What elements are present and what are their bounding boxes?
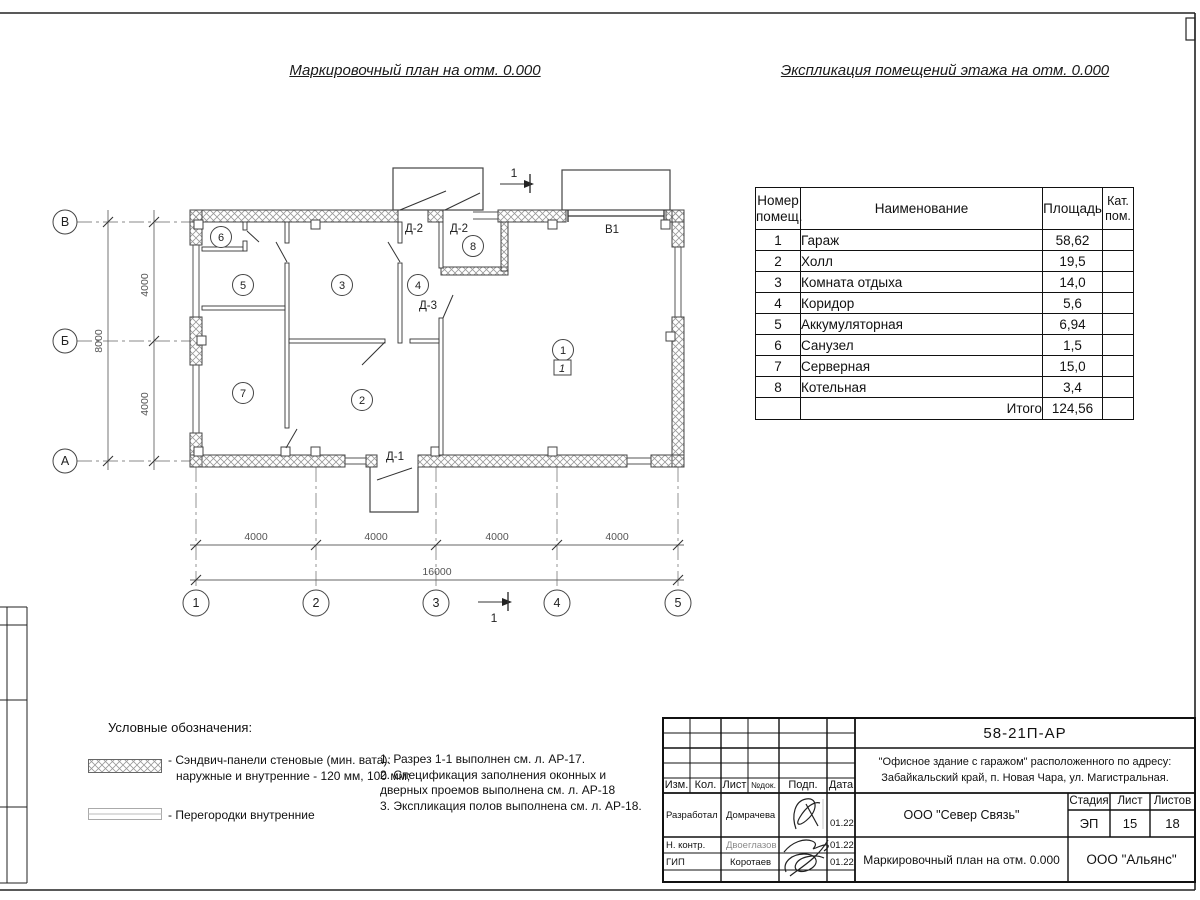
sheets-value: 18 [1165,816,1180,831]
room-cat [1103,356,1134,377]
project-address-line: Забайкальский край, п. Новая Чара, ул. Магистральная. [881,771,1169,784]
room-cat [1103,293,1134,314]
door-label: Д-2 [449,223,469,235]
col-axis-label: 3 [432,596,440,610]
svg-text:4000: 4000 [605,531,629,543]
room-cat [1103,272,1134,293]
explication-table [755,187,1134,420]
col-ndoc: №док. [751,779,776,790]
doc-number: 58-21П-АР [983,724,1067,742]
svg-text:6: 6 [217,232,225,244]
col-axis-label: 5 [674,596,682,610]
room-name: Котельная [801,377,1043,398]
col-izm: Изм. [664,779,689,792]
date-developer: 01.22 [830,818,854,829]
door-label: Д-3 [418,300,438,312]
name-ncontrol: Двоеглазов [726,840,777,851]
project-address-line: "Офисное здание с гаражом" расположенного по адресу: [878,756,1172,769]
room-cat [1103,230,1134,251]
table-row [756,377,1134,398]
room-cat [1103,314,1134,335]
garage-gate [568,210,664,222]
signature-gip [784,840,828,876]
svg-text:4: 4 [414,280,422,292]
room-area: 58,62 [1043,230,1103,251]
drawing-title: Маркировочный план на отм. 0.000 [863,852,1060,867]
role-ncontrol: Н. контр. [666,840,706,851]
svg-text:5: 5 [239,280,247,292]
svg-text:16000: 16000 [422,566,452,578]
sheets-label: Листов [1153,795,1192,808]
legend-heading: Условные обозначения: [108,720,253,735]
room-area: 6,94 [1043,314,1103,335]
side-stamp-strip [0,607,27,883]
room-number: 2 [756,251,801,272]
col-header-category: Кат. пом. [1103,188,1134,230]
row-axis-label: А [60,454,70,468]
table-row [756,251,1134,272]
col-header-area: Площадь [1043,188,1103,230]
legend-swatch-partition [88,806,162,822]
room-area: 1,5 [1043,335,1103,356]
col-header-name: Наименование [801,188,1043,230]
table-row [756,272,1134,293]
dimension-labels [93,273,629,578]
room-markers [211,227,574,411]
col-header-number: Номер помещ. [756,188,801,230]
legend-line: - Сэндвич-панели стеновые (мин. вата): [168,753,391,767]
room-number: 5 [756,314,801,335]
room-name: Холл [801,251,1043,272]
boiler-room-wall [441,267,508,275]
table-row [756,356,1134,377]
name-gip: Коротаев [730,857,772,868]
windows [193,212,681,464]
room-name: Санузел [801,335,1043,356]
col-kol: Кол. [694,779,717,792]
svg-text:2: 2 [358,395,366,407]
door-leaves [247,191,480,480]
table-row [756,293,1134,314]
row-axis-label: В [60,215,70,229]
room-area: 3,4 [1043,377,1103,398]
sheet-value: 15 [1122,816,1138,831]
room-name: Гараж [801,230,1043,251]
room-name: Коридор [801,293,1043,314]
dimension-lines [108,210,684,580]
room-number: 6 [756,335,801,356]
contractor-org: ООО "Альянс" [1086,852,1177,867]
section-mark-bottom [478,592,512,625]
room-number: 7 [756,356,801,377]
partitions [202,222,443,455]
table-row [756,230,1134,251]
boiler-room-wall [501,222,508,271]
svg-text:4000: 4000 [139,273,151,297]
room-numbers [218,232,566,407]
floor-plan [30,140,730,640]
name-developer: Домрачева [726,810,776,821]
table-row [756,335,1134,356]
total-value: 124,56 [1043,398,1103,420]
row-axis-label: Б [60,334,70,348]
role-gip: ГИП [666,857,685,868]
stage-label: Стадия [1069,795,1109,808]
room-number: 4 [756,293,801,314]
total-cat [1103,398,1134,420]
col-axis-label: 4 [553,596,561,610]
room-cat [1103,335,1134,356]
col-axis-label: 2 [312,596,320,610]
svg-text:8: 8 [469,241,477,253]
svg-text:3: 3 [338,280,346,292]
col-podp: Подп. [788,779,818,792]
outer-walls [190,210,684,467]
room-name: Комната отдыха [801,272,1043,293]
col-data: Дата [828,779,854,792]
drawing-notes [380,752,642,814]
note-item: 3. Экспликация полов выполнена см. л. АР-18. [380,798,642,813]
table-row [756,314,1134,335]
column-markers [194,220,675,456]
plan-title: Маркировочный план на отм. 0.000 [289,61,541,79]
corner-doc-box [1186,18,1195,40]
legend-item-partition-label: - Перегородки внутренние [168,808,315,822]
svg-text:7: 7 [239,388,247,400]
sheet-label: Лист [1117,795,1143,808]
note-item: 2. Спецификация заполнения оконных и дверных проемов выполнена см. л. АР-18 [380,767,616,798]
room-area: 5,6 [1043,293,1103,314]
section-mark-top [500,166,534,193]
date-ncontrol: 01.22 [830,840,854,851]
signature-developer [794,799,823,829]
svg-text:4000: 4000 [485,531,509,543]
room-cat [1103,251,1134,272]
room-area: 15,0 [1043,356,1103,377]
room-cat [1103,377,1134,398]
total-row [756,398,1134,420]
total-empty [756,398,801,420]
unit-number: 1 [558,363,566,375]
note-item: 1. Разрез 1-1 выполнен см. л. АР-17. [380,752,586,766]
col-list: Лист [722,779,747,792]
room-name: Серверная [801,356,1043,377]
role-developer: Разработал [666,810,718,821]
org-name: ООО "Север Связь" [903,808,1020,822]
svg-text:1: 1 [490,611,498,625]
door-label: Д-1 [385,451,405,463]
col-axis-label: 1 [192,596,200,610]
room-number: 1 [756,230,801,251]
legend-item-sandwich-label [168,753,410,784]
room-number: 8 [756,377,801,398]
gate-label: В1 [604,224,620,236]
explication-title: Экспликация помещений этажа на отм. 0.000 [780,61,1110,79]
legend-swatch-sandwich-panel [88,758,162,774]
project-address [858,748,1192,793]
svg-text:8000: 8000 [93,329,105,353]
room-area: 19,5 [1043,251,1103,272]
door-label: Д-2 [404,223,424,235]
stage-value: ЭП [1079,816,1099,831]
total-label: Итого [801,398,1043,420]
svg-text:1: 1 [510,166,518,180]
svg-text:4000: 4000 [244,531,268,543]
room-number: 3 [756,272,801,293]
svg-text:1: 1 [559,345,567,357]
room-area: 14,0 [1043,272,1103,293]
svg-text:4000: 4000 [139,392,151,416]
legend-line: наружные и внутренние - 120 мм, 100 мм; [176,768,411,783]
date-gip: 01.22 [830,857,854,868]
room-name: Аккумуляторная [801,314,1043,335]
svg-text:4000: 4000 [364,531,388,543]
dimension-ticks [103,217,683,585]
